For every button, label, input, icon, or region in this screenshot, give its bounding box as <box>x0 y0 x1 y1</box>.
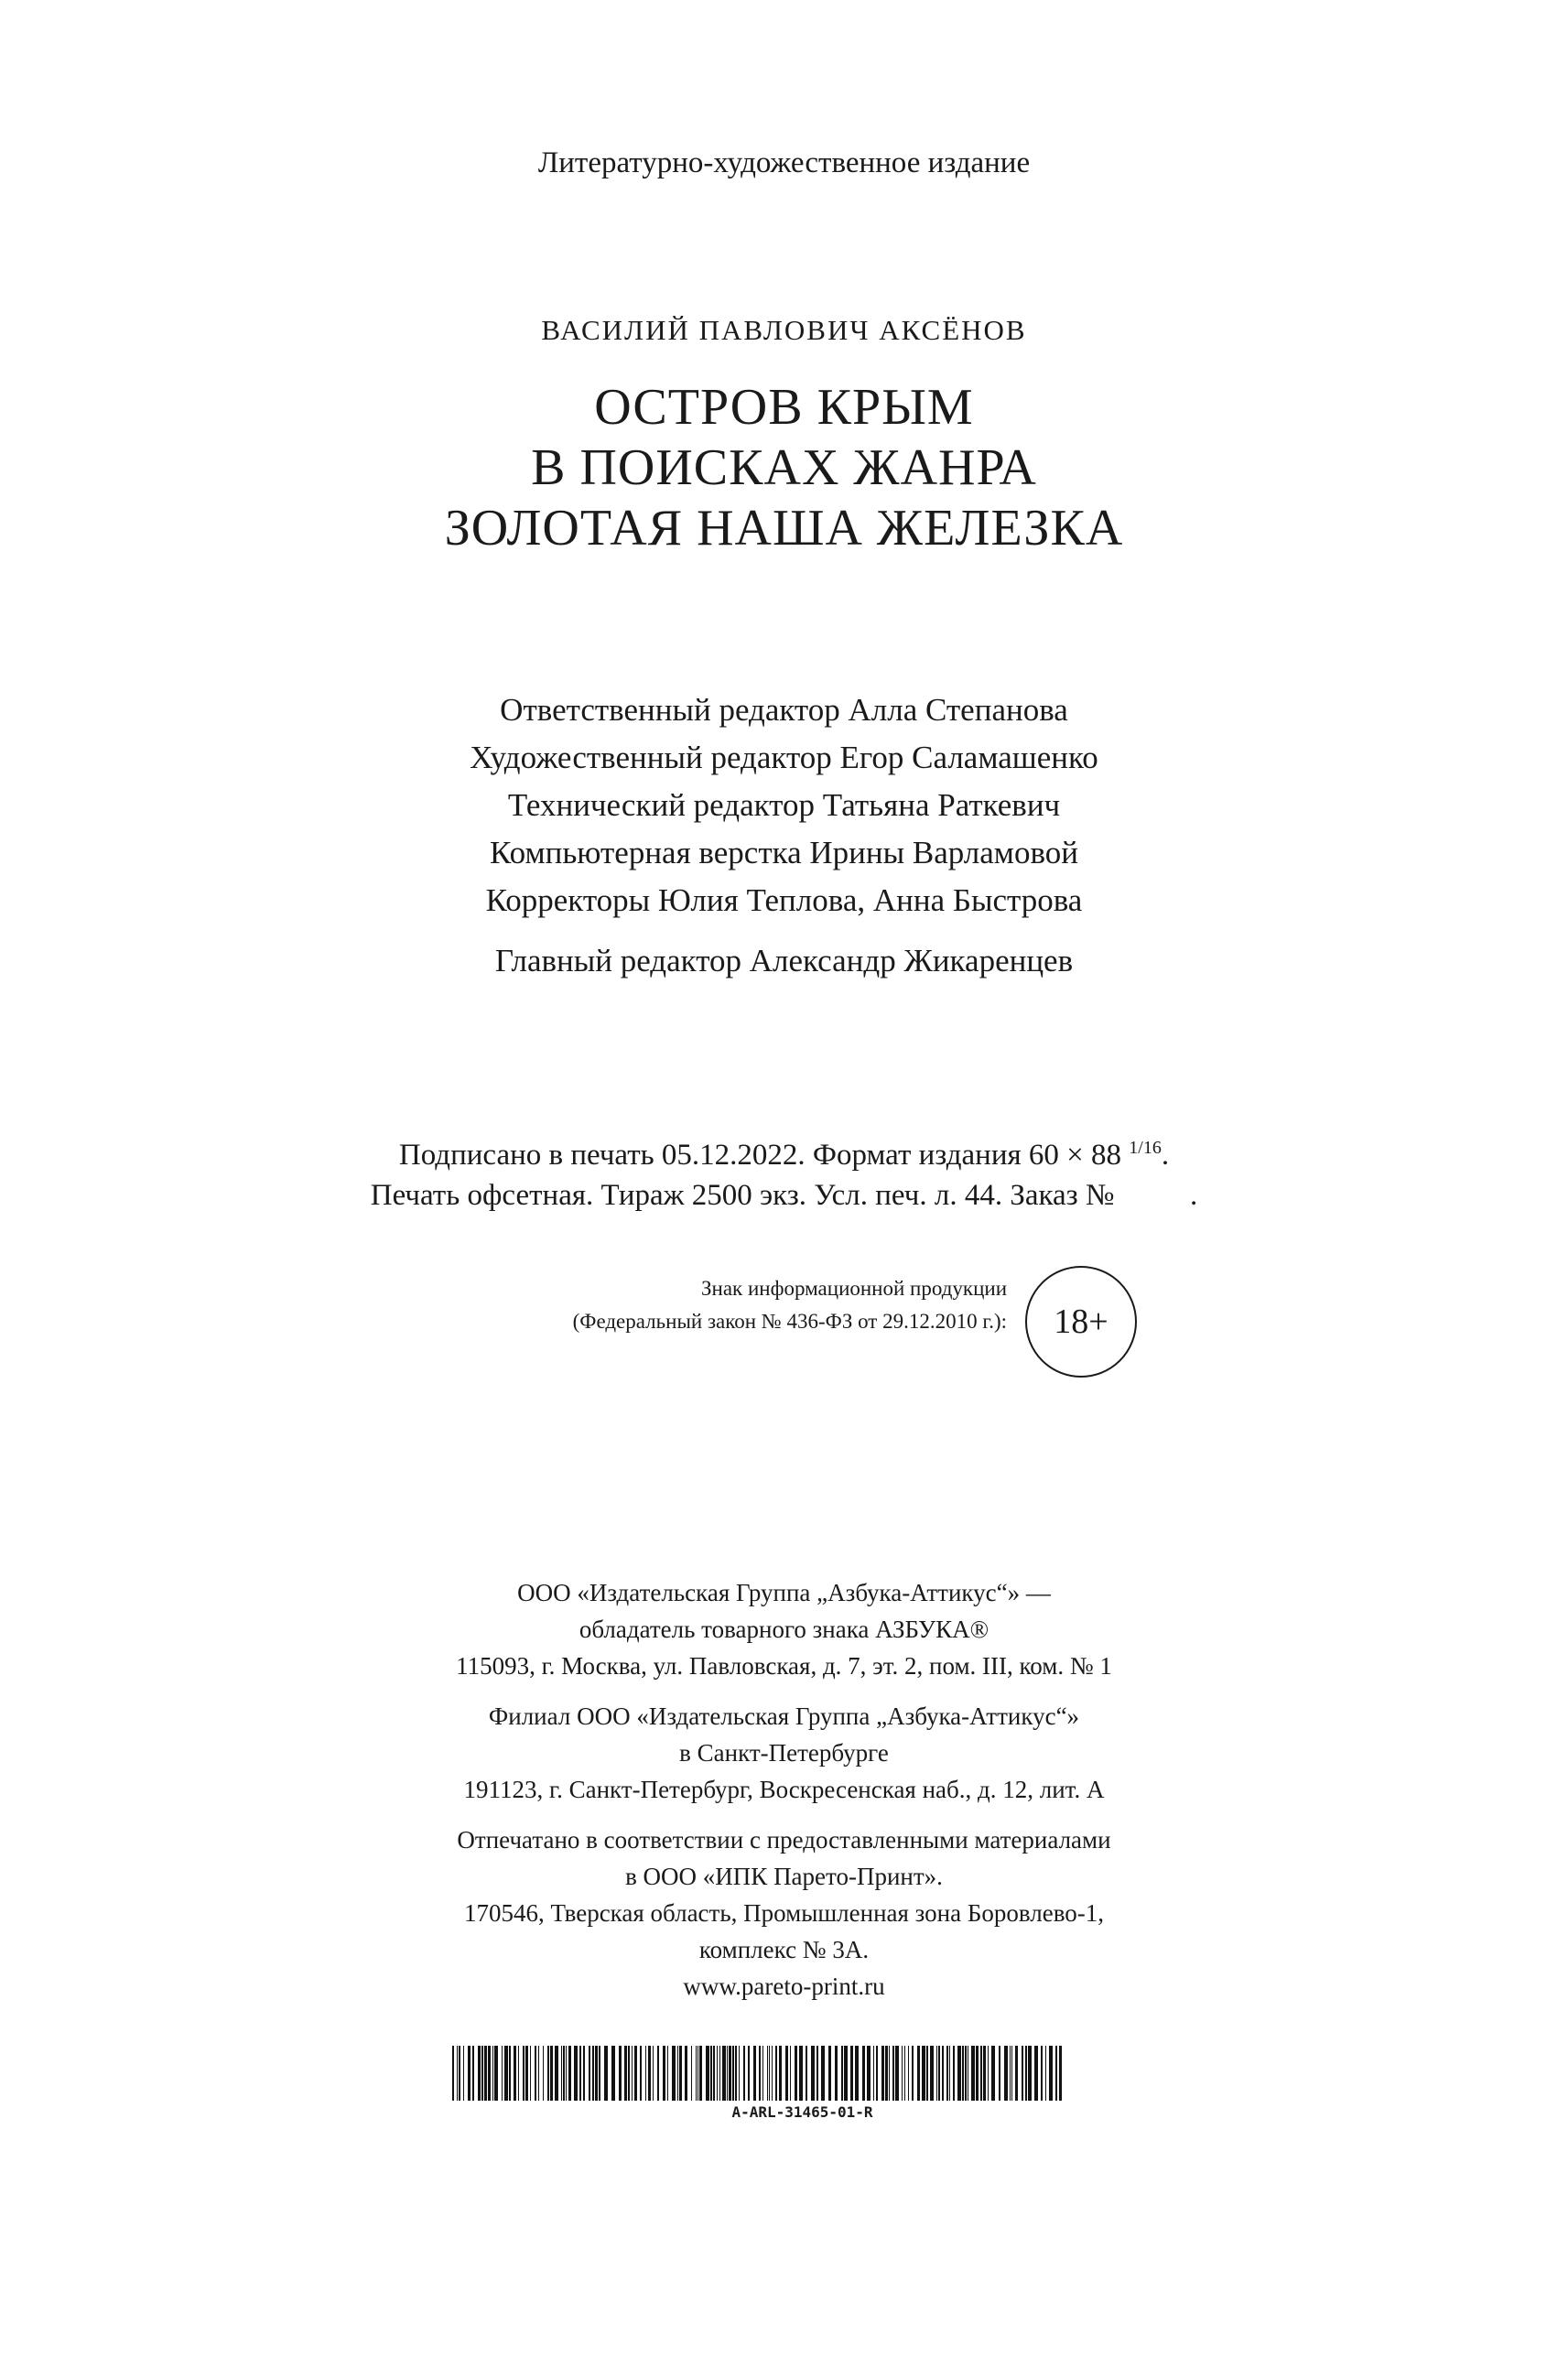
barcode-bar <box>881 2046 884 2101</box>
barcode-bar <box>735 2046 737 2101</box>
barcode-bar <box>953 2046 955 2101</box>
print-info <box>0 1128 1568 1216</box>
barcode-graphic <box>452 2046 1065 2101</box>
barcode-bar <box>525 2046 528 2101</box>
barcode-bar <box>904 2046 905 2101</box>
barcode-bar <box>775 2046 777 2101</box>
barcode-bar <box>719 2046 720 2101</box>
barcode-bar <box>821 2046 825 2101</box>
barcode-bar <box>543 2046 544 2101</box>
barcode-bar <box>1010 2046 1011 2101</box>
barcode-bar <box>667 2046 668 2101</box>
barcode-bar <box>1022 2046 1023 2101</box>
printer-line: Отпечатано в соответствии с предоставленными материалами <box>457 1826 1111 1854</box>
barcode-bar <box>672 2046 676 2101</box>
barcode-bar <box>653 2046 654 2101</box>
barcode-bar <box>912 2046 914 2101</box>
barcode-bar <box>648 2046 651 2101</box>
barcode-bar <box>547 2046 549 2101</box>
barcode-bar <box>555 2046 558 2101</box>
barcode-bar <box>772 2046 773 2101</box>
barcode-bar <box>589 2046 590 2101</box>
barcode-bar <box>492 2046 493 2101</box>
barcode-bar <box>452 2046 454 2101</box>
barcode-bar <box>926 2046 928 2101</box>
title-line: ОСТРОВ КРЫМ <box>594 379 974 436</box>
barcode-bar <box>463 2046 464 2101</box>
barcode-bar <box>976 2046 979 2101</box>
barcode-bar <box>488 2046 491 2101</box>
credits-list <box>0 686 1568 924</box>
barcode-bar <box>892 2046 894 2101</box>
print-info-line1: Подписано в печать 05.12.2022. Формат издания 60 × 88 $^{1/16}$. <box>398 1138 1170 1172</box>
barcode-bar <box>790 2046 791 2101</box>
barcode-bar <box>696 2046 697 2101</box>
printer-website: www.pareto-print.ru <box>683 1973 885 2000</box>
barcode-bar <box>748 2046 750 2101</box>
credit-line: Ответственный редактор Алла Степанова <box>500 692 1068 728</box>
barcode-bar <box>983 2046 986 2101</box>
barcode-bar <box>1055 2046 1057 2101</box>
barcode-bar <box>962 2046 964 2101</box>
branch-line: Филиал ООО «Издательская Группа „Азбука-Аттикус“» <box>488 1702 1080 1730</box>
barcode-bar <box>908 2046 909 2101</box>
branch-line: в Санкт-Петербурге <box>679 1739 889 1767</box>
barcode-bar <box>685 2046 687 2101</box>
barcode-bar <box>957 2046 961 2101</box>
printer-line: 170546, Тверская область, Промышленная зона Боровлево-1, <box>463 1899 1105 1927</box>
barcode-bar <box>592 2046 594 2101</box>
barcode-bar <box>844 2046 848 2101</box>
barcode-bar <box>902 2046 903 2101</box>
barcode-bar <box>566 2046 567 2101</box>
printer-line: комплекс № 3А. <box>698 1936 870 1963</box>
barcode-bar <box>583 2046 585 2101</box>
barcode-bar <box>949 2046 950 2101</box>
barcode-bar <box>795 2046 797 2101</box>
barcode-bar <box>645 2046 646 2101</box>
barcode-bar <box>769 2046 770 2101</box>
barcode-bar <box>862 2046 865 2101</box>
barcode-bar <box>699 2046 702 2101</box>
barcode-bar <box>727 2046 728 2101</box>
barcode-bar <box>624 2046 627 2101</box>
barcode-bar <box>759 2046 761 2101</box>
barcode-bar <box>946 2046 948 2101</box>
barcode-bar <box>1015 2046 1018 2101</box>
book-titles <box>0 377 1568 558</box>
barcode-bar <box>850 2046 853 2101</box>
branch-block <box>0 1698 1568 1808</box>
barcode-bar <box>697 2046 698 2101</box>
barcode-bar <box>611 2046 615 2101</box>
barcode-bar <box>779 2046 782 2101</box>
barcode-bar <box>785 2046 788 2101</box>
barcode-bar <box>457 2046 458 2101</box>
barcode-bar <box>816 2046 818 2101</box>
publisher-line: ООО «Издательская Группа „Азбука-Аттикус“» — <box>517 1579 1051 1606</box>
barcode-bar <box>663 2046 665 2101</box>
credit-line: Художественный редактор Егор Саламашенко <box>470 740 1098 775</box>
barcode-bar <box>1011 2046 1012 2101</box>
barcode-bar <box>568 2046 571 2101</box>
print-info-line2: Печать офсетная. Тираж 2500 экз. Усл. печ. л. 44. Заказ № . <box>370 1179 1198 1212</box>
barcode-bar <box>835 2046 838 2101</box>
publisher-line: 115093, г. Москва, ул. Павловская, д. 7, эт. 2, пом. III, ком. № 1 <box>456 1652 1112 1680</box>
barcode-bar <box>965 2046 967 2101</box>
barcode-bar <box>739 2046 740 2101</box>
barcode-bar <box>806 2046 807 2101</box>
barcode-bar <box>938 2046 940 2101</box>
barcode-bar <box>691 2046 692 2101</box>
barcode-bar <box>855 2046 859 2101</box>
barcode-text: A-ARL-31465-01-R <box>731 2103 873 2121</box>
barcode-bar <box>504 2046 508 2101</box>
barcode-bar <box>867 2046 871 2101</box>
barcode-bar <box>494 2046 498 2101</box>
age-rating-label2: (Федеральный закон № 436-ФЗ от 29.12.2010 г.): <box>572 1310 1007 1333</box>
barcode-bar <box>530 2046 531 2101</box>
barcode-bar <box>942 2046 944 2101</box>
credit-line: Компьютерная верстка Ирины Варламовой <box>490 835 1078 870</box>
barcode-bar <box>628 2046 630 2101</box>
barcode-bar <box>574 2046 578 2101</box>
barcode-bar <box>762 2046 763 2101</box>
barcode-bar <box>1028 2046 1032 2101</box>
barcode-bar <box>713 2046 715 2101</box>
barcode-bar <box>535 2046 536 2101</box>
printer-line: в ООО «ИПК Парето-Принт». <box>625 1863 943 1890</box>
barcode-bar <box>563 2046 565 2101</box>
barcode-bar <box>811 2046 815 2101</box>
format-fraction: 1/16 <box>1129 1138 1162 1158</box>
barcode-bar <box>561 2046 562 2101</box>
barcode-bar <box>991 2046 995 2101</box>
barcode-bar <box>828 2046 831 2101</box>
barcode-bar <box>538 2046 539 2101</box>
credit-line: Технический редактор Татьяна Раткевич <box>507 787 1061 823</box>
barcode-bar <box>472 2046 474 2101</box>
barcode-bar <box>1034 2046 1038 2101</box>
chief-editor: Главный редактор Александр Жикаренцев <box>494 943 1074 978</box>
barcode-bar <box>841 2046 843 2101</box>
barcode-bar <box>1004 2046 1008 2101</box>
barcode-bar <box>523 2046 524 2101</box>
barcode-bar <box>971 2046 975 2101</box>
barcode-bar <box>604 2046 608 2101</box>
printer-block <box>0 1821 1568 2005</box>
title-line: ЗОЛОТАЯ НАША ЖЕЛЕЗКА <box>444 500 1124 557</box>
barcode-bar <box>876 2046 878 2101</box>
publisher-line: обладатель товарного знака АЗБУКА® <box>579 1616 989 1643</box>
barcode-bar <box>1025 2046 1027 2101</box>
barcode-bar <box>484 2046 487 2101</box>
barcode-bar <box>889 2046 890 2101</box>
barcode-bar <box>599 2046 600 2101</box>
barcode-bar <box>799 2046 803 2101</box>
barcode-bar <box>595 2046 598 2101</box>
barcode-bar <box>509 2046 511 2101</box>
barcode-bar <box>988 2046 989 2101</box>
age-rating-label1: Знак информационной продукции <box>701 1277 1007 1300</box>
barcode-bar <box>743 2046 745 2101</box>
barcode-bar <box>873 2046 874 2101</box>
barcode-bar <box>632 2046 633 2101</box>
branch-line: 191123, г. Санкт-Петербург, Воскресенская наб., д. 12, лит. А <box>463 1776 1105 1803</box>
barcode-bar <box>722 2046 726 2101</box>
barcode-bar <box>980 2046 982 2101</box>
barcode-bar <box>518 2046 519 2101</box>
barcode-bar <box>579 2046 581 2101</box>
barcode-bar <box>677 2046 678 2101</box>
barcode-bar <box>917 2046 920 2101</box>
barcode-bar <box>657 2046 659 2101</box>
barcode-bar <box>729 2046 731 2101</box>
credit-line: Корректоры Юлия Теплова, Анна Быстрова <box>485 882 1083 918</box>
barcode-bar <box>514 2046 516 2101</box>
title-line: В ПОИСКАХ ЖАНРА <box>531 439 1037 496</box>
publisher-block <box>0 1574 1568 1684</box>
author-name: ВАСИЛИЙ ПАВЛОВИЧ АКСЁНОВ <box>541 314 1027 346</box>
barcode-bar <box>468 2046 470 2101</box>
barcode-bar <box>459 2046 460 2101</box>
barcode-bar <box>550 2046 553 2101</box>
barcode-bar <box>895 2046 899 2101</box>
barcode-bar <box>478 2046 481 2101</box>
barcode-bar <box>999 2046 1000 2101</box>
barcode-bar <box>885 2046 888 2101</box>
barcode-bar <box>710 2046 712 2101</box>
barcode-bar <box>732 2046 734 2101</box>
barcode-bar <box>1041 2046 1043 2101</box>
barcode-bar <box>502 2046 503 2101</box>
barcode-bar <box>1049 2046 1053 2101</box>
barcode-bar <box>640 2046 642 2101</box>
barcode-bar <box>753 2046 756 2101</box>
barcode-bar <box>1045 2046 1046 2101</box>
barcode-bar <box>717 2046 718 2101</box>
barcode-bar <box>936 2046 937 2101</box>
barcode-bar <box>922 2046 925 2101</box>
barcode-bar <box>679 2046 682 2101</box>
barcode-bar <box>634 2046 637 2101</box>
barcode-bar <box>1059 2046 1062 2101</box>
barcode-bar <box>767 2046 768 2101</box>
barcode-bar <box>706 2046 709 2101</box>
barcode-bar <box>930 2046 934 2101</box>
genre-label: Литературно-художественное издание <box>537 146 1031 179</box>
barcode-bar <box>481 2046 483 2101</box>
age-rating-label <box>384 1272 1007 1338</box>
barcode-bar <box>619 2046 622 2101</box>
age-rating-badge: 18+ <box>1025 1266 1137 1378</box>
